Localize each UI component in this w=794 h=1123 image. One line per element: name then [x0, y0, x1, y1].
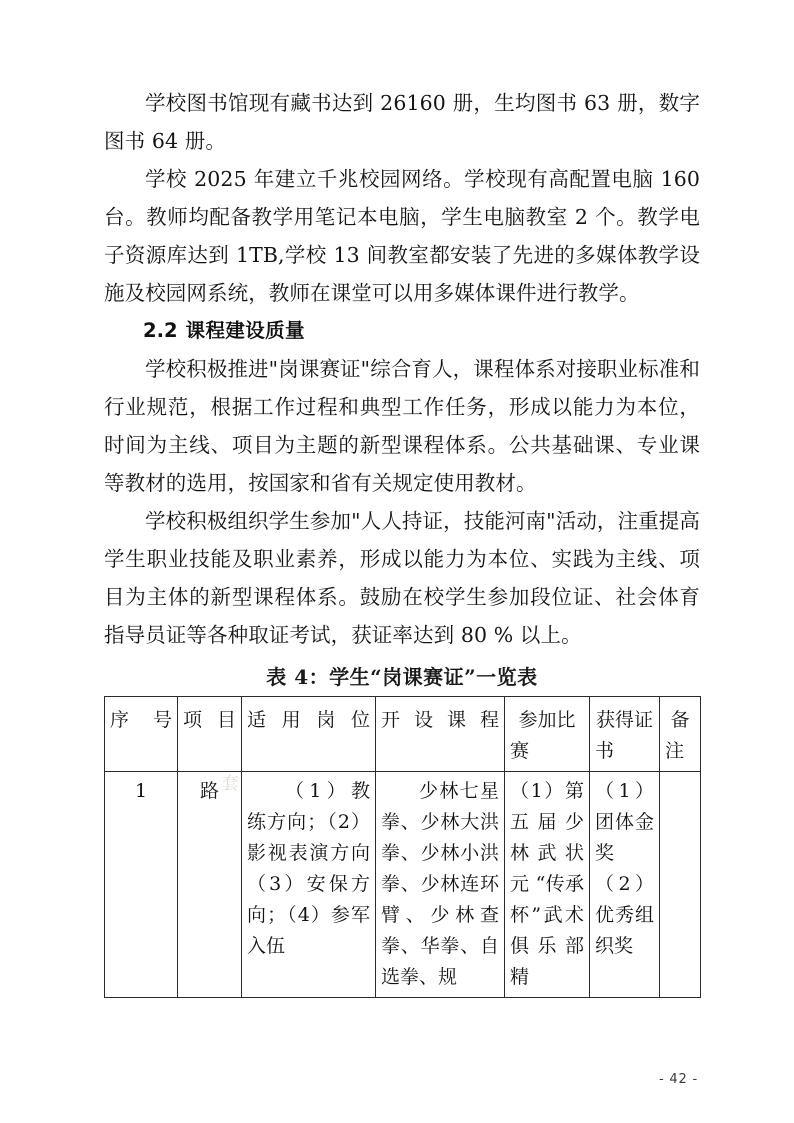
cell-item-label: 路 [199, 780, 219, 802]
col-header-certificate: 获得证书 [590, 697, 660, 772]
page-content [104, 84, 700, 998]
page-number-footer: - 42 - [659, 1072, 698, 1087]
col-header-no: 序号 [105, 697, 178, 772]
col-header-item: 项目 [178, 697, 242, 772]
cell-item-ghost-glyph: 套 [222, 774, 239, 794]
table-caption: 表 4：学生“岗课赛证”一览表 [266, 665, 538, 689]
paragraph-library: 学校图书馆现有藏书达到 26160 册，生均图书 63 册，数字图书 64 册。 [104, 91, 700, 153]
col-header-course: 开设课程 [376, 697, 505, 772]
cell-post: （1）教练方向；（2）影视表演方向（3）安保方向；（4）参军入伍 [242, 772, 376, 998]
cell-item [178, 772, 242, 998]
cell-certificate: （1）团体金奖（2）优秀组织奖 [590, 772, 660, 998]
col-header-post: 适用岗位 [242, 697, 376, 772]
paragraph-certification: 学校积极组织学生参加"人人持证，技能河南"活动，注重提高学生职业技能及职业素养，形成以能力为本位、实践为主线、项目为主体的新型课程体系。鼓励在校学生参加段位证、社会体育指导员证等各种取证考试，获证率达到 80 % 以上。 [104, 509, 700, 647]
cell-no: 1 [105, 772, 178, 998]
cell-competition: （1）第五届少林武状元 “传承杯”武术俱乐部精 [505, 772, 590, 998]
section-title: 课程建设质量 [185, 319, 305, 342]
col-header-competition: 参加比赛 [505, 697, 590, 772]
table-gangkesaizheng [104, 696, 701, 998]
paragraph-network: 学校 2025 年建立千兆校园网络。学校现有高配置电脑 160 台。教师均配备教学用笔记本电脑，学生电脑教室 2 个。教学电子资源库达到 1TB,学校 13 间教室都安装了先进的多媒体教学设施及校园网系统，教师在课堂可以用多媒体课件进行教学。 [104, 167, 700, 305]
table-header-row [105, 697, 701, 772]
section-number: 2.2 [143, 319, 178, 342]
cell-course: 少林七星拳、少林大洪拳、少林小洪拳、少林连环臂、少林查拳、华拳、自选拳、规 [376, 772, 505, 998]
section-heading-2-2 [104, 312, 700, 350]
table-head [105, 697, 701, 772]
paragraph-curriculum: 学校积极推进"岗课赛证"综合育人，课程体系对接职业标准和行业规范，根据工作过程和典型工作任务，形成以能力为本位，时间为主线、项目为主题的新型课程体系。公共基础课、专业课等教材的选用，按国家和省有关规定使用教材。 [104, 357, 700, 495]
cell-note [660, 772, 701, 998]
col-header-note: 备注 [660, 697, 701, 772]
table-row [105, 772, 701, 998]
table-body [105, 772, 701, 998]
